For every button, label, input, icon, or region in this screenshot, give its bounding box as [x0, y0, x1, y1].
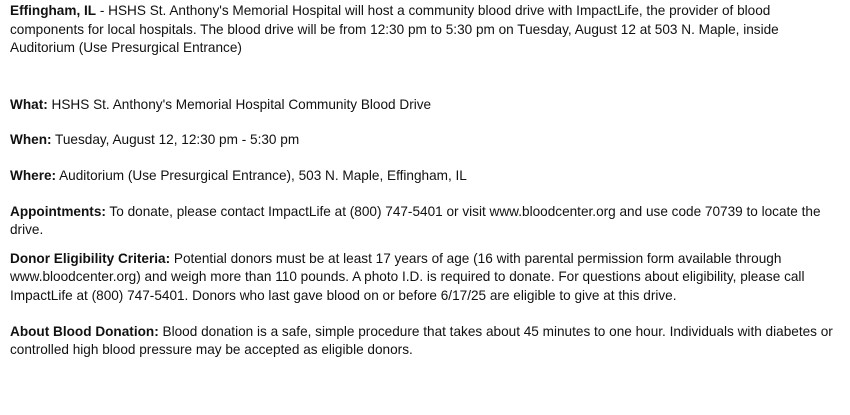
appointments-text: To donate, please contact ImpactLife at (800) 747-5401 or visit www.bloodcenter.org and use code 70739 to locate the drive. — [10, 203, 821, 238]
eligibility-text: Potential donors must be at least 17 years of age (16 with parental permission form available through www.bloodcenter.org) and weigh more than 110 pounds. A photo I.D. is required to donate. For questions about eligibility, please call ImpactLife at (800) 747-5401. Donors who last gave blood on or before 6/17/25 are eligible to give at this drive. — [10, 250, 805, 303]
spacer — [10, 240, 838, 250]
where-text: Auditorium (Use Presurgical Entrance), 503 N. Maple, Effingham, IL — [56, 167, 467, 183]
spacer — [10, 306, 838, 323]
spacer — [10, 186, 838, 203]
spacer — [10, 58, 838, 96]
where-label: Where: — [10, 167, 57, 183]
eligibility-label: Donor Eligibility Criteria: — [10, 250, 171, 266]
about-paragraph — [10, 323, 838, 360]
about-label: About Blood Donation: — [10, 323, 159, 339]
what-label: What: — [10, 96, 48, 112]
intro-text: - HSHS St. Anthony's Memorial Hospital will host a community blood drive with ImpactLife, the provider of blood components for local hospitals. The blood drive will be from 12:30 pm to 5:30 pm on Tuesday, August 12 at 503 N. Maple, inside Auditorium (Use Presurgical Entrance) — [10, 3, 779, 56]
spacer — [10, 150, 838, 167]
when-paragraph — [10, 131, 838, 150]
when-text: Tuesday, August 12, 12:30 pm - 5:30 pm — [51, 132, 300, 148]
spacer — [10, 114, 838, 131]
where-paragraph — [10, 167, 838, 186]
intro-paragraph — [10, 2, 838, 58]
when-label: When: — [10, 132, 52, 148]
about-text: Blood donation is a safe, simple procedure that takes about 45 minutes to one hour. Individuals with diabetes or controlled high blood pressure may be accepted as eligible donors. — [10, 323, 833, 358]
eligibility-paragraph — [10, 250, 838, 306]
what-text: HSHS St. Anthony's Memorial Hospital Community Blood Drive — [47, 96, 432, 112]
intro-dateline: Effingham, IL — [10, 3, 97, 18]
appointments-label: Appointments: — [10, 203, 106, 219]
appointments-paragraph — [10, 203, 838, 240]
what-paragraph — [10, 96, 838, 115]
